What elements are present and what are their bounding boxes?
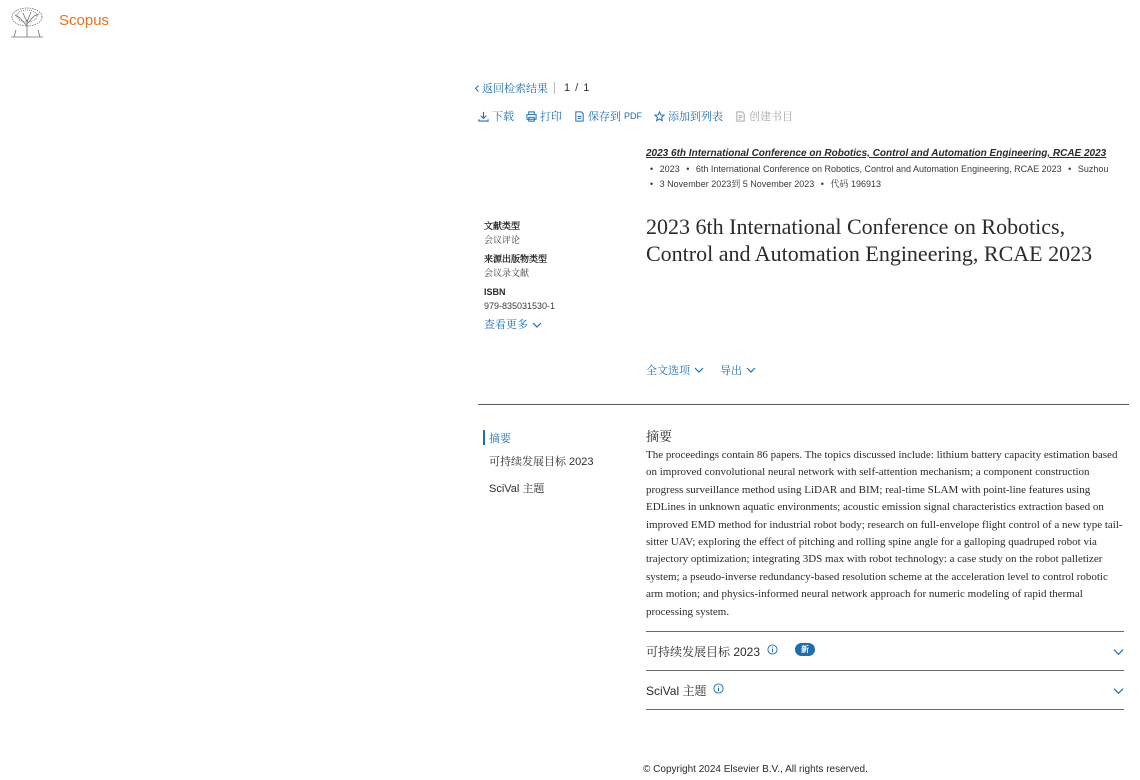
document-title: 2023 6th International Conference on Robotics, Control and Automation Engineering, RCAE 2023 xyxy=(646,214,1093,266)
pagination: 1 / 1 xyxy=(564,82,591,94)
chevron-left-icon xyxy=(474,84,480,93)
sdg-accordion[interactable] xyxy=(646,631,1124,670)
chevron-down-icon xyxy=(694,365,704,375)
isbn-label: ISBN xyxy=(484,287,506,297)
results-nav xyxy=(474,80,590,96)
chevron-down-icon xyxy=(532,320,542,330)
source-code: 代码 196913 xyxy=(830,179,881,189)
section-divider xyxy=(478,404,1129,405)
separator-dot: • xyxy=(1068,163,1072,174)
save-to-pdf-suffix: PDF xyxy=(624,111,642,121)
elsevier-tree-logo-icon[interactable] xyxy=(9,6,45,38)
isbn-value: 979-835031530-1 xyxy=(484,301,556,311)
add-to-list-label: 添加到列表 xyxy=(668,111,723,123)
doc-type-label: 文献类型 xyxy=(484,221,521,231)
printer-icon xyxy=(526,111,537,122)
export-label: 导出 xyxy=(720,365,742,377)
bibliography-icon xyxy=(735,111,746,122)
back-to-results-link[interactable]: 返回检索结果 xyxy=(482,83,548,95)
source-location: Suzhou xyxy=(1077,163,1109,174)
print-button[interactable] xyxy=(526,108,562,124)
add-to-list-button[interactable] xyxy=(654,108,723,124)
nav-item-scival[interactable]: SciVal 主题 xyxy=(489,483,545,495)
save-to-pdf-button[interactable] xyxy=(574,108,642,124)
source-type-value: 会议录文献 xyxy=(484,268,530,278)
section-nav xyxy=(483,426,594,507)
create-bibliography-label: 创建书目 xyxy=(749,111,793,123)
export-dropdown[interactable] xyxy=(720,362,756,378)
separator-dot: • xyxy=(650,179,654,189)
divider xyxy=(554,82,555,94)
download-icon xyxy=(478,111,489,122)
source-dates: 3 November 2023到 5 November 2023 xyxy=(659,179,815,189)
file-pdf-icon xyxy=(574,111,585,122)
abstract-text: The proceedings contain 86 papers. The topics discussed include: lithium battery capacity estimation based on improved convolutional neural network with self-attention mechanism; a component construction progress surveillance method using LiDAR and BIM; real-time SLAM with point-line features using EDLines in unknown aquatic environments; acoustic emission signal characteristics extraction based on improved EMD method for industrial robot body; research on full-envelope flight control of a new type tail-sitter UAV; exploring the effect of pitching and rolling spine angle for a galloping quadruped robot via trajectory optimization; integrating 3DS max with robot technology: a case study on the robot palletizer system; a pseudo-inverse redundancy-based resolution scheme at the acceleration level to control robotic arm motion; and physics-informed neural network approach for numeric modeling of rapid thermal processing system. xyxy=(646,449,1123,618)
print-label: 打印 xyxy=(540,111,562,123)
accordion-divider xyxy=(646,709,1124,710)
create-bibliography-button[interactable] xyxy=(735,108,793,124)
abstract-heading: 摘要 xyxy=(646,429,673,444)
chevron-down-icon xyxy=(746,365,756,375)
separator-dot: • xyxy=(650,163,654,174)
nav-item-sdg[interactable]: 可持续发展目标 2023 xyxy=(489,456,594,468)
scival-accordion[interactable] xyxy=(646,670,1124,709)
sdg-label: 可持续发展目标 2023 xyxy=(646,644,761,659)
document-metadata xyxy=(484,219,634,332)
full-text-options-label: 全文选项 xyxy=(646,365,690,377)
copyright-footer xyxy=(643,764,868,775)
doc-type-value: 会议评论 xyxy=(484,235,521,245)
source-title-link[interactable]: 2023 6th International Conference on Robotics, Control and Automation Engineering, RCAE 2023 xyxy=(646,148,1107,159)
see-more-link[interactable] xyxy=(484,318,634,332)
see-more-label: 查看更多 xyxy=(484,319,528,331)
copyright-text: Copyright 2024 Elsevier B.V., All rights reserved. xyxy=(653,764,868,775)
scival-label: SciVal 主题 xyxy=(646,683,707,698)
source-type-label: 来源出版物类型 xyxy=(484,254,548,264)
info-icon[interactable] xyxy=(767,644,778,655)
source-year: 2023 xyxy=(659,163,680,174)
scopus-brand[interactable]: Scopus xyxy=(59,12,110,29)
download-button[interactable] xyxy=(478,108,514,124)
source-info xyxy=(646,146,1116,193)
new-badge: 新 xyxy=(795,643,815,656)
source-conference: 6th International Conference on Robotics, Control and Automation Engineering, RCAE 2023 xyxy=(695,163,1062,174)
star-icon xyxy=(654,111,665,122)
chevron-down-icon[interactable] xyxy=(1113,685,1124,696)
nav-item-abstract[interactable]: 摘要 xyxy=(483,430,594,445)
separator-dot: • xyxy=(686,163,690,174)
document-toolbar xyxy=(478,108,805,124)
download-label: 下载 xyxy=(492,111,514,123)
info-icon[interactable] xyxy=(713,683,724,694)
chevron-down-icon[interactable] xyxy=(1113,646,1124,657)
full-text-options-dropdown[interactable] xyxy=(646,362,704,378)
copyright-icon: © xyxy=(643,764,651,775)
save-to-pdf-label: 保存到 xyxy=(588,111,621,123)
document-actions xyxy=(646,362,772,378)
separator-dot: • xyxy=(820,179,824,189)
